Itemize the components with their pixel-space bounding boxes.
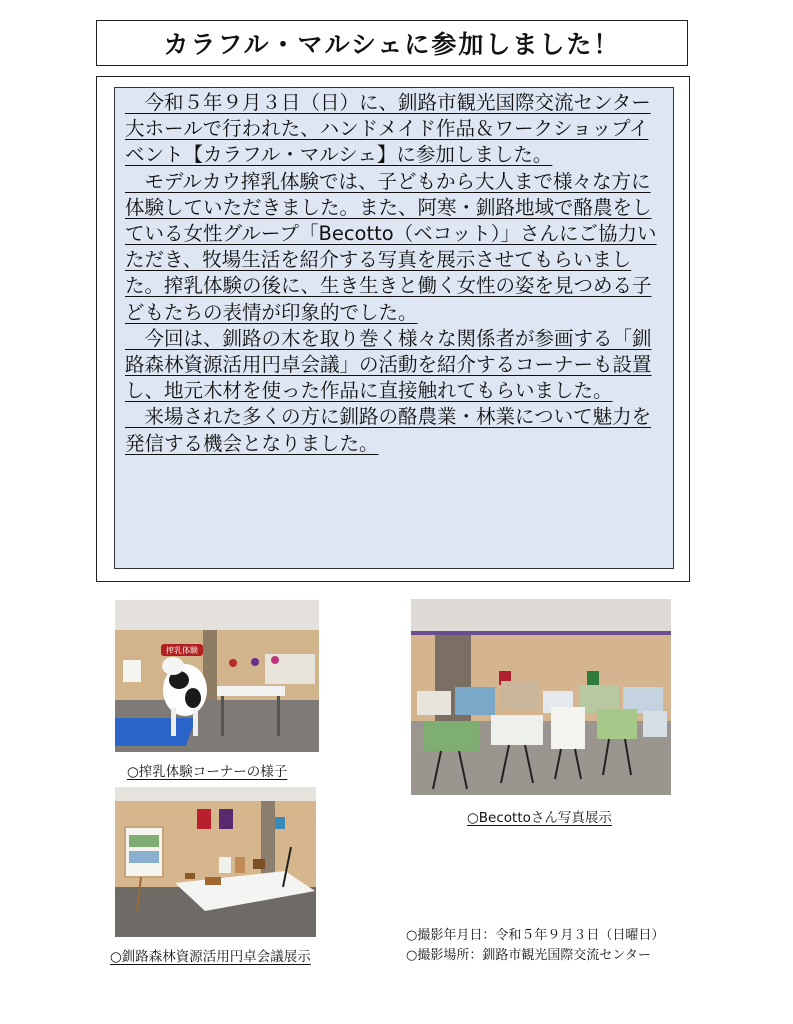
- becotto-exhibit-photo: [411, 599, 671, 795]
- milking-caption: ○搾乳体験コーナーの様子: [127, 764, 288, 780]
- shooting-date: ○撮影年月日：令和５年９月３日（日曜日）: [406, 928, 665, 943]
- becotto-caption: ○Becottoさん写真展示: [467, 810, 612, 826]
- paragraph-2: モデルカウ搾乳体験では、子どもから大人まで様々な方に体験していただきました。また、阿寒・釧路地域で酪農をしている女性グループ「Becotto（ベコット）」さんにご協力いただき、牧場生活を紹介する写真を展示させてもらいました。搾乳体験の後に、生き生きと働く女性の姿を見つめる子どもたちの表情が印象的でした。: [125, 169, 657, 324]
- paragraph-3: 今回は、釧路の木を取り巻く様々な関係者が参画する「釧路森林資源活用円卓会議」の活動を紹介するコーナーも設置し、地元木材を使った作品に直接触れてもらいました。: [125, 326, 652, 403]
- paragraph-1: 今和５年９月３日（日）に、釧路市観光国際交流センター大ホールで行われた、ハンドメイド作品＆ワークショップイベント【カラフル・マルシェ】に参加しました。: [125, 91, 651, 167]
- milking-sign-text: 搾乳体験: [166, 646, 198, 655]
- page-title: カラフル・マルシェに参加しました！: [163, 30, 621, 59]
- article-body: [114, 87, 674, 569]
- shooting-place: ○撮影場所：釧路市観光国際交流センター: [406, 948, 651, 963]
- paragraph-4: 来場された多くの方に釧路の酪農業・林業について魅力を発信する機会となりました。: [125, 405, 652, 455]
- title-box: [96, 20, 688, 66]
- forest-caption: ○釧路森林資源活用円卓会議展示: [110, 949, 311, 965]
- milking-corner-photo: [115, 600, 319, 752]
- forest-exhibit-photo: [115, 787, 316, 937]
